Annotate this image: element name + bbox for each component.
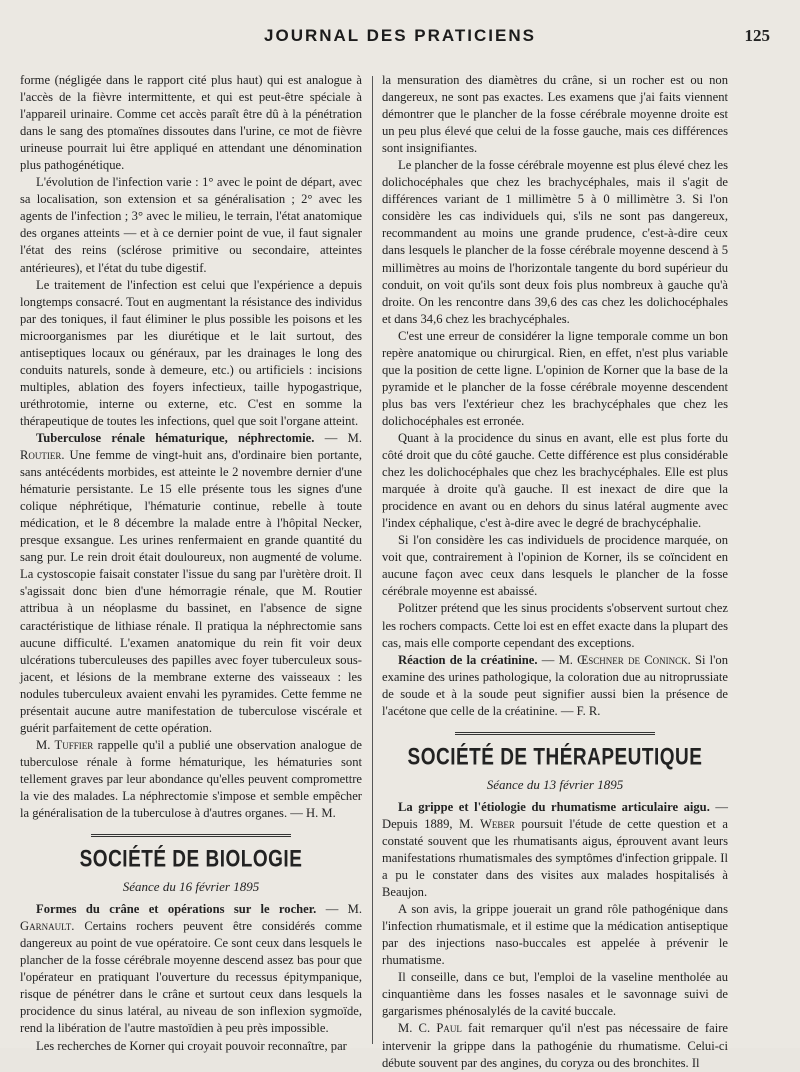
article-text: — Depuis 1889, M. bbox=[382, 799, 728, 831]
author-name: M. Œschner de Coninck. bbox=[558, 652, 691, 667]
journal-title: JOURNAL DES PRATICIENS bbox=[264, 26, 536, 45]
section-title: SOCIÉTÉ DE THÉRAPEUTIQUE bbox=[407, 744, 703, 771]
page-number: 125 bbox=[744, 26, 770, 45]
article-paragraph bbox=[382, 799, 728, 901]
paragraph: Le traitement de l'infection est celui que l'expérience a depuis longtemps consacré. Tout en augmentant la résistance des individus par des toniques, il faut éliminer le plus possible les poisons et les microorganismes par les diurétique et le lait surtout, des antiseptiques locaux ou généraux, par les drainages le long des conduits naturels, sonde à demeure, etc.) ou artificiels : incisions multiples, ablation des foyers infectieux, taille hypogastrique, uréthrotomie, interne ou externe, etc. C'est en somme la thérapeutique de toutes les infections, quel que soit l'organe atteint. bbox=[20, 277, 362, 428]
paragraph: Il conseille, dans ce but, l'emploi de la vaseline mentholée au cinquantième dans les fosses nasales et le savonnage suivi de gargarismes phénosalylés de la cavité buccale. bbox=[382, 970, 728, 1019]
section-date: Séance du 16 février 1895 bbox=[122, 879, 260, 895]
section-biologie bbox=[20, 834, 362, 895]
section-title: SOCIÉTÉ DE BIOLOGIE bbox=[79, 846, 303, 873]
paragraph: Si l'on considère les cas individuels de procidence marquée, on voit que, contrairement à l'opinion de Korner, ils se coïncident en aucune façon avec ceux dans lesquels le plancher de la fosse cérébrale moyenne est abaissé. bbox=[382, 533, 728, 599]
article-paragraph: Réaction de la créatinine. — M. Œschner de Coninck. Si l'on examine des urines pathologique, la coloration due au nitroprussiate de soude et à la soude peut signifier aussi bien la présence de l'acétone que celle de la créatinine. — F. R. bbox=[382, 652, 729, 718]
paragraph: Politzer prétend que les sinus procidents s'observent surtout chez les rochers compacts. Cette loi est en effet exacte dans la plupart des cas, mais elle comporte cependant des exceptions. bbox=[382, 601, 728, 650]
section-therapeutique bbox=[382, 732, 728, 793]
article-heading: Réaction de la créatinine. bbox=[398, 652, 538, 667]
paragraph: Le plancher de la fosse cérébrale moyenne est plus élevé chez les dolichocéphales que chez les brachycéphales, mais il s'agit de différences variant de 1 millimètre 5 à 0 millimètre 3. Si l'on considère les cas individuels qui, s'ils ne sont pas dangereux, recommandent au moins une grande prudence, c'est-à-dire ceux dans lesquels le plancher de la fosse cérébrale moyenne descend à 5 millimètres au moins de l'horizontale tangente du bord supérieur du conduit, on voit qu'ils sont deux fois plus nombreux à gauche qu'à droite. On les rencontre dans 39,6 des cas chez les dolichocéphales et dans 34,6 chez les brachycéphales. bbox=[382, 158, 728, 326]
author-name: Weber bbox=[479, 816, 515, 831]
paragraph: la mensuration des diamètres du crâne, si un rocher est ou non dangereux, ne sont pas exactes. Les examens que j'ai faits viennent démontrer que le plancher de la fosse cérébrale moyenne droite est un peu plus élevé que celui de la fosse gauche, mais ces différences sont insignifiantes. bbox=[382, 73, 728, 156]
paragraph: L'évolution de l'infection varie : 1° avec le point de départ, avec sa localisation, son extension et sa généralisation ; 2° avec les agents de l'infection ; 3° avec le milieu, le terrain, l'état anatomique des organes atteints — et à ce dernier point de vue, il faut signaler l'état des reins (sclérose primitive ou secondaire, atteintes antérieures), et l'état du tube digestif. bbox=[20, 175, 362, 275]
article-text: poursuit l'étude de cette question et a constaté souvent que les rhumatisants aigus, éprouvent avant leurs manifestations rhumatismales des symptômes d'infection grippale. Il a pu le constater dans des visites aux malades hospitalisés à Beaujon. bbox=[382, 816, 728, 900]
article-heading: Tuberculose rénale hématurique, néphrectomie. bbox=[36, 430, 315, 445]
paragraph: C'est une erreur de considérer la ligne temporale comme un bon repère anatomique ou chirurgical. Rien, en effet, n'est plus variable que la position de cette ligne. L'opinion de Korner que la base de la pyramide et le plancher de la fosse cérébrale moyenne descendent plus bas vers l'extérieur chez les brachycéphales que chez les dolichocéphales est erronée. bbox=[382, 328, 728, 428]
article-text: Une femme de vingt-huit ans, d'ordinaire bien portante, sans antécédents morbides, est atteinte le 2 novembre dernier d'une hématurie persistante. Le 15 elle présente tous les signes d'une colique néphrétique, l'hématurie continue, rebelle à toute médication, et le 8 décembre la malade entre à l'hôpital Necker, presque exsangue. Les urines renfermaient en grande quantité du sang pur. Le rein droit était douloureux, non augmenté de volume. La cystoscopie faisait constater l'issue du sang par l'urètère droit. Il s'agissait donc bien d'une hémorragie rénale, que M. Routier attribua à un néoplasme du bassinet, en l'absence de signe caractéristique de lithiase rénale. Il pratiqua la néphrectomie sans aucune difficulté. L'examen anatomique du rein fit voir deux ulcérations tuberculeuses des papilles avec foyer tuberculeux sous-jacent, et lésions de la membrane externe des vaisseaux : les nodules tuberculeux avaient envahi les pyramides. Cette femme ne présentait aucune autre manifestation de tuberculose viscérale et guérit parfaitement de cette opération. bbox=[20, 448, 362, 735]
article-text: Certains rochers peuvent être considérés comme dangereux au point de vue opératoire. Ce sont ceux dans lesquels le plancher de la fosse cérébrale moyenne descend assez bas pour que l'opérateur en pratiquant l'ouverture du recessus épitympanique, risque de pénétrer dans le crâne et surtout ceux dans lesquels la procidence du sinus latéral, au niveau de son inflexion sygmoïde, rend la libération de l'autre mastoïdien à peu près impossible. bbox=[20, 919, 362, 1036]
section-divider bbox=[455, 732, 655, 735]
section-date: Séance du 13 février 1895 bbox=[486, 776, 624, 792]
article-heading: La grippe et l'étiologie du rhumatisme articulaire aigu. bbox=[398, 799, 710, 814]
section-divider bbox=[91, 834, 291, 837]
paragraph: A son avis, la grippe jouerait un grand rôle pathogénique dans l'infection rhumatismale, et il estime que la médication antiseptique par des injections naso-buccales est appelée à prévenir le rhumatisme. bbox=[382, 902, 728, 968]
article-paragraph: Formes du crâne et opérations sur le rocher. — M. Garnault. Certains rochers peuvent être considérés comme dangereux au point de vue opératoire. Ce sont ceux dans lesquels le plancher de la fosse cérébrale moyenne descend assez bas pour que l'opérateur en pratiquant l'ouverture du recessus épitympanique, risque de pénétrer dans le crâne et surtout ceux dans lesquels la procidence du sinus latéral, au niveau de son inflexion sygmoïde, rend la libération de l'autre mastoïdien à peu près impossible. bbox=[20, 902, 362, 1036]
article-paragraph bbox=[20, 737, 362, 822]
right-column bbox=[382, 72, 729, 1070]
page-header bbox=[0, 0, 800, 48]
paragraph: forme (négligée dans le rapport cité plus haut) qui est analogue à l'accès de la fièvre intermittente, et qui est peut-être spéciale à l'appareil urinaire. Comme cet accès paraît être dû à la pénétration dans le sang des ptomaïnes dissoutes dans l'urine, ce mot de fièvre urineuse pourrait lui être appliqué en attendant une dénomination plus pathogénétique. bbox=[20, 73, 362, 173]
author-name: M. C. Paul bbox=[398, 1021, 462, 1036]
article-text: rappelle qu'il a publié une observation analogue de tuberculose rénale à forme hématurique, les hématuries sont tellement graves par leur abondance qu'elles peuvent compromettre la vie des malades. La néphrectomie s'impose et semble empêcher la généralisation de la tuberculose à d'autres organes. — H. M. bbox=[20, 737, 363, 821]
column-divider bbox=[372, 76, 373, 1044]
article-paragraph bbox=[382, 1020, 728, 1071]
author-name: M. Tuffier bbox=[36, 737, 94, 752]
article-text: fait remarquer qu'il n'est pas nécessaire de faire intervenir la grippe dans la pathogénie du rhumatisme. Celui-ci débute souvent par des angines, du coryza ou des bronchites. Il bbox=[382, 1021, 728, 1070]
article-text: Si l'on examine des urines pathologique, la coloration due au nitroprussiate de soude et à la soude peut signifier aussi bien la présence de l'acétone que celle de la créatinine. — F. R. bbox=[382, 652, 729, 718]
left-column bbox=[20, 72, 363, 1053]
paragraph: Les recherches de Korner qui croyait pouvoir reconnaître, par bbox=[36, 1038, 347, 1053]
author-name: M. Routier. bbox=[20, 430, 363, 463]
paragraph: Quant à la procidence du sinus en avant, elle est plus forte du côté droit que du côté gauche. Cette différence est plus considérable chez les dolichocéphales que chez les brachycéphales. Elle est plus marquée à droite qu'à gauche. Il est inexact de dire que la procidence en avant ou en dehors du sinus latéral augmente avec l'index céphalique, c'est à-dire avec le degré de brachycéphalie. bbox=[382, 430, 728, 531]
article-paragraph: Tuberculose rénale hématurique, néphrectomie. — M. Routier. Une femme de vingt-huit ans, d'ordinaire bien portante, sans antécédents morbides, est atteinte le 2 novembre dernier d'une hématurie persistante. Le 15 elle présente tous les signes d'une colique néphrétique, l'hématurie continue, rebelle à toute médication, et le 8 décembre la malade entre à l'hôpital Necker, presque exsangue. Les urines renfermaient en grande quantité du sang pur. Le rein droit était douloureux, non augmenté de volume. La cystoscopie faisait constater l'issue du sang par l'urètère droit. Il s'agissait donc bien d'une hémorragie rénale, que M. Routier attribua à un néoplasme du bassinet, en l'absence de signe caractéristique de lithiase rénale. Il pratiqua la néphrectomie sans aucune difficulté. L'examen anatomique du rein fit voir deux ulcérations tuberculeuses des papilles avec foyer tuberculeux sous-jacent, et lésions de la membrane externe des vaisseaux : les nodules tuberculeux avaient envahi les pyramides. Cette femme ne présentait aucune autre manifestation de tuberculose viscérale et guérit parfaitement de cette opération. bbox=[20, 430, 363, 735]
author-name: M. Garnault. bbox=[20, 902, 362, 934]
article-heading: Formes du crâne et opérations sur le rocher. bbox=[36, 902, 317, 917]
